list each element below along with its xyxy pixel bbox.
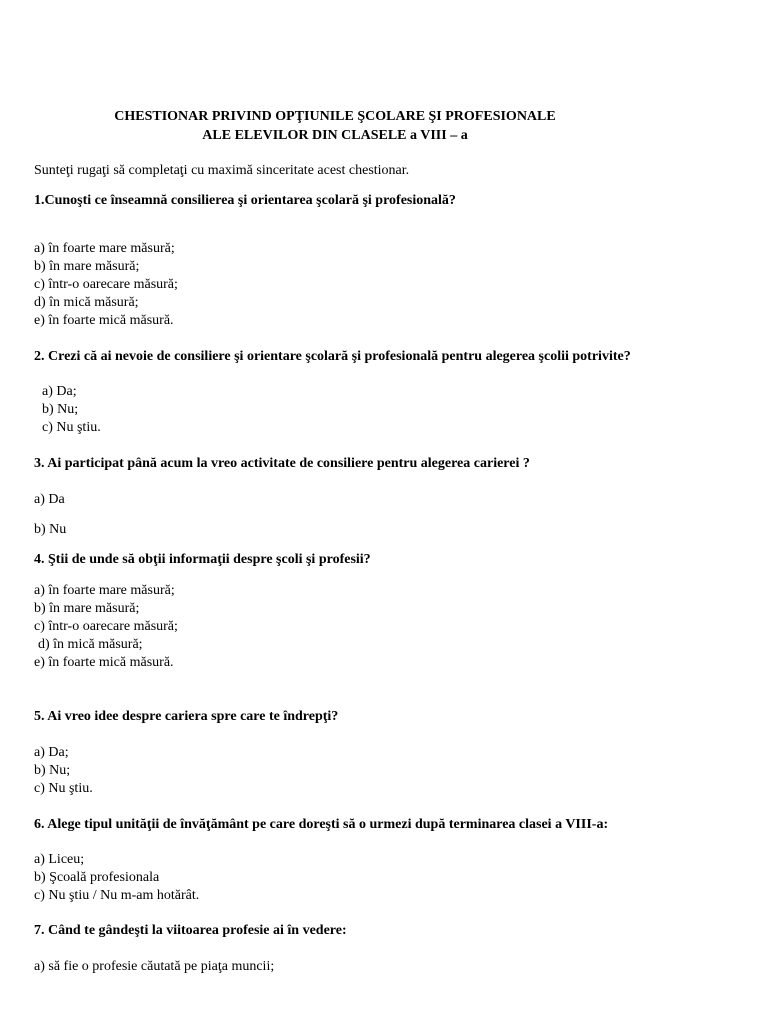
question-3: 3. Ai participat până acum la vreo activitate de consiliere pentru alegerea carierei ?: [34, 456, 530, 471]
question-1-option-d: d) în mică măsură;: [34, 295, 139, 310]
question-4: 4. Ştii de unde să obţii informaţii despre şcoli şi profesii?: [34, 552, 371, 567]
question-1: 1.Cunoşti ce înseamnă consilierea şi orientarea şcolară şi profesională?: [34, 193, 456, 208]
question-7: 7. Când te gândeşti la viitoarea profesie ai în vedere:: [34, 923, 347, 938]
intro-text: Sunteţi rugaţi să completaţi cu maximă sinceritate acest chestionar.: [34, 163, 410, 178]
question-4-option-c: c) într-o oarecare măsură;: [34, 619, 178, 634]
question-6-option-b: b) Şcoală profesionala: [34, 870, 160, 885]
question-7-option-a: a) să fie o profesie căutată pe piaţa muncii;: [34, 959, 275, 974]
document-title-line-2: ALE ELEVILOR DIN CLASELE a VIII – a: [202, 128, 468, 143]
question-2-option-b: b) Nu;: [42, 402, 79, 417]
question-4-option-a: a) în foarte mare măsură;: [34, 583, 175, 598]
question-1-option-e: e) în foarte mică măsură.: [34, 313, 174, 328]
question-3-option-a: a) Da: [34, 492, 65, 507]
question-5-option-a: a) Da;: [34, 745, 69, 760]
question-4-option-d: d) în mică măsură;: [38, 637, 143, 652]
question-4-option-b: b) în mare măsură;: [34, 601, 140, 616]
question-6-option-c: c) Nu ştiu / Nu m-am hotărât.: [34, 888, 200, 903]
question-6: 6. Alege tipul unităţii de învăţământ pe care doreşti să o urmezi după terminarea clasei a VIII-a:: [34, 817, 609, 832]
question-6-option-a: a) Liceu;: [34, 852, 85, 867]
question-1-option-a: a) în foarte mare măsură;: [34, 241, 175, 256]
question-5-option-c: c) Nu ştiu.: [34, 781, 93, 796]
question-2-option-a: a) Da;: [42, 384, 77, 399]
question-3-option-b: b) Nu: [34, 522, 67, 537]
question-2-option-c: c) Nu ştiu.: [42, 420, 101, 435]
question-5: 5. Ai vreo idee despre cariera spre care te îndrepţi?: [34, 709, 339, 724]
question-5-option-b: b) Nu;: [34, 763, 71, 778]
question-2: 2. Crezi că ai nevoie de consiliere şi orientare şcolară şi profesională pentru alegerea şcolii potrivite?: [34, 349, 631, 364]
document-title-line-1: CHESTIONAR PRIVIND OPŢIUNILE ŞCOLARE ŞI PROFESIONALE: [114, 109, 556, 124]
question-1-option-b: b) în mare măsură;: [34, 259, 140, 274]
question-1-option-c: c) într-o oarecare măsură;: [34, 277, 178, 292]
question-4-option-e: e) în foarte mică măsură.: [34, 655, 174, 670]
